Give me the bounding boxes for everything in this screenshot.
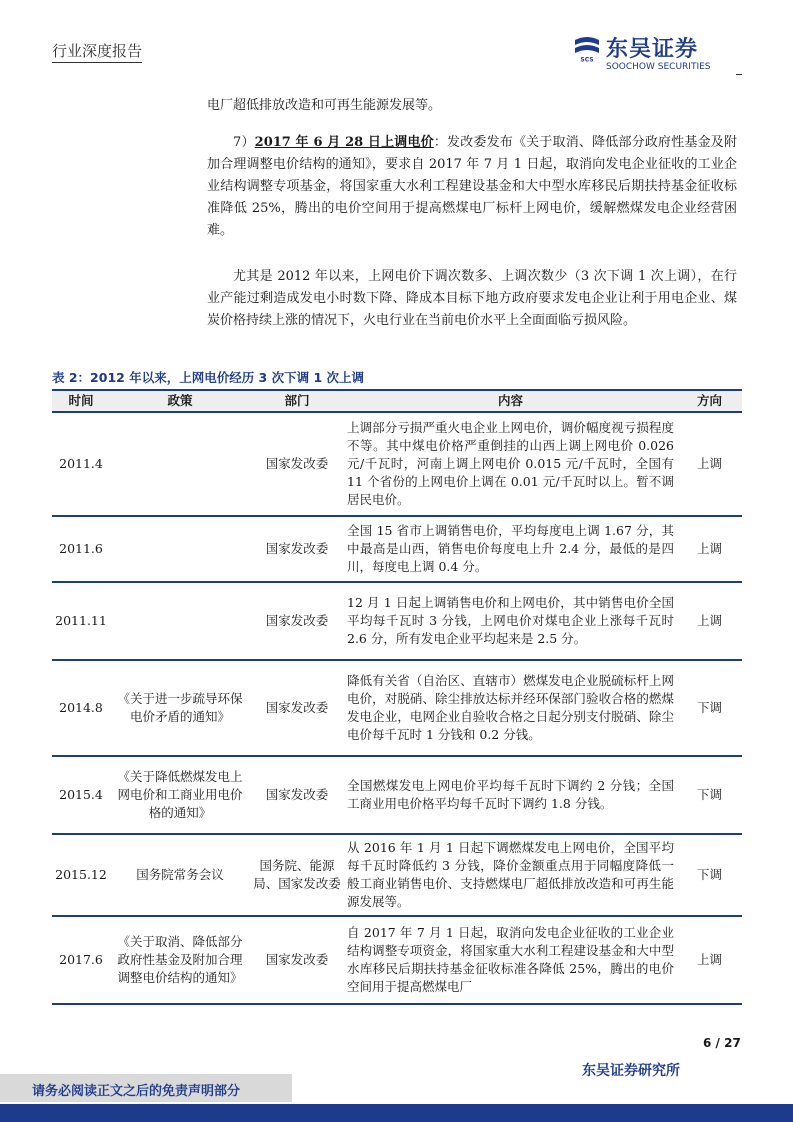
cell-dept: 国家发改委 (250, 412, 344, 516)
cell-direction: 上调 (677, 412, 742, 516)
company-logo (572, 34, 742, 72)
logo-mark-icon (572, 36, 602, 62)
table-row (52, 516, 742, 582)
cell-direction: 下调 (677, 756, 742, 834)
col-header-time: 时间 (52, 390, 110, 412)
cell-direction: 下调 (677, 660, 742, 756)
logo-chinese-name: 东吴证券 (606, 37, 699, 62)
col-header-policy: 政策 (110, 390, 250, 412)
cell-policy (110, 516, 250, 582)
cell-dept: 国家发改委 (250, 916, 344, 1004)
page-number: 6 / 27 (703, 1036, 741, 1050)
col-header-direction: 方向 (677, 390, 742, 412)
report-type-label: 行业深度报告 (52, 40, 142, 61)
logo-english-name: SOOCHOW SECURITIES (606, 62, 711, 72)
paragraph-0: 电厂超低排放改造和可再生能源发展等。 (207, 98, 442, 113)
table-row (52, 412, 742, 516)
institute-name: 东吴证券研究所 (582, 1063, 680, 1079)
table-caption: 表 2：2012 年以来，上网电价经历 3 次下调 1 次上调 (52, 370, 364, 385)
disclaimer-text: 请务必阅读正文之后的免责声明部分 (32, 1084, 241, 1099)
col-header-content: 内容 (344, 390, 677, 412)
table-header-row (52, 390, 742, 412)
table-row (52, 582, 742, 660)
cell-time: 2014.8 (52, 660, 110, 756)
highlight-date: 2017 年 6 月 28 日上调电价 (254, 135, 434, 150)
cell-time: 2017.6 (52, 916, 110, 1004)
cell-time: 2011.4 (52, 412, 110, 516)
cell-content: 自 2017 年 7 月 1 日起，取消向发电企业征收的工业企业结构调整专项资金，将国家重大水利工程建设基金和大中型水库移民后期扶持基金征收标准各降低 25%，腾出的电价空间用于提高燃煤电厂 (344, 916, 677, 1004)
cell-dept: 国家发改委 (250, 582, 344, 660)
table-row (52, 834, 742, 916)
cell-time: 2015.12 (52, 834, 110, 916)
cell-direction: 上调 (677, 582, 742, 660)
cell-policy: 《关于降低燃煤发电上网电价和工商业用电价格的通知》 (110, 756, 250, 834)
header-rule (736, 74, 742, 75)
cell-policy: 国务院常务会议 (110, 834, 250, 916)
cell-time: 2011.11 (52, 582, 110, 660)
cell-content: 上调部分亏损严重火电企业上网电价，调价幅度视亏损程度不等。其中煤电价格严重倒挂的山西上调上网电价 0.026 元/千瓦时，河南上调上网电价 0.015 元/千瓦时，全国有 11 个省份的上网电价上调在 0.01 元/千瓦时以上。暂不调居民电价。 (344, 412, 677, 516)
cell-policy: 《关于取消、降低部分政府性基金及附加合理调整电价结构的通知》 (110, 916, 250, 1004)
table-row (52, 916, 742, 1004)
cell-content: 全国燃煤发电上网电价平均每千瓦时下调约 2 分钱；全国工商业用电价格平均每千瓦时下调约 1.8 分钱。 (344, 756, 677, 834)
cell-policy: 《关于进一步疏导环保电价矛盾的通知》 (110, 660, 250, 756)
footer-bar (0, 1104, 793, 1122)
cell-time: 2011.6 (52, 516, 110, 582)
paragraph-2: 尤其是 2012 年以来，上网电价下调次数多、上调次数少（3 次下调 1 次上调），在行业产能过剩造成发电小时数下降、降成本目标下地方政府要求发电企业让利于用电企业、煤炭价格持续上涨的情况下，火电行业在当前电价水平上全面面临亏损风险。 (207, 269, 737, 328)
cell-direction: 下调 (677, 834, 742, 916)
cell-dept: 国务院、能源局、国家发改委 (250, 834, 344, 916)
col-header-dept: 部门 (250, 390, 344, 412)
disclaimer-banner (0, 1074, 292, 1102)
cell-dept: 国家发改委 (250, 660, 344, 756)
price-adjustment-table (52, 389, 742, 1005)
cell-policy (110, 582, 250, 660)
cell-policy (110, 412, 250, 516)
cell-direction: 上调 (677, 916, 742, 1004)
cell-direction: 上调 (677, 516, 742, 582)
cell-dept: 国家发改委 (250, 516, 344, 582)
cell-content: 12 月 1 日起上调销售电价和上网电价，其中销售电价全国平均每千瓦时 3 分钱，上网电价对煤电企业上涨每千瓦时 2.6 分，所有发电企业平均起来是 2.5 分。 (344, 582, 677, 660)
cell-content: 全国 15 省市上调销售电价，平均每度电上调 1.67 分，其中最高是山西，销售电价每度电上升 2.4 分，最低的是四川，每度电上调 0.4 分。 (344, 516, 677, 582)
cell-content: 从 2016 年 1 月 1 日起下调燃煤发电上网电价，全国平均每千瓦时降低约 3 分钱，降价金额重点用于同幅度降低一般工商业销售电价、支持燃煤电厂超低排放改造和可再生能源发展等。 (344, 834, 677, 916)
cell-dept: 国家发改委 (250, 756, 344, 834)
cell-time: 2015.4 (52, 756, 110, 834)
paragraph-1: 7）2017 年 6 月 28 日上调电价：发改委发布《关于取消、降低部分政府性基金及附加合理调整电价结构的通知》，要求自 2017 年 7 月 1 日起，取消向发电企业征收的工业企业结构调整专项基金，将国家重大水利工程建设基金和大中型水库移民后期扶持基金征收标准降低 25%，腾出的电价空间用于提高燃煤电厂标杆上网电价，缓解燃煤发电企业经营困难。 (207, 135, 737, 238)
table-row (52, 660, 742, 756)
cell-content: 降低有关省（自治区、直辖市）燃煤发电企业脱硫标杆上网电价，对脱硝、除尘排放达标并经环保部门验收合格的燃煤发电企业，电网企业自验收合格之日起分别支付脱硝、除尘电价每千瓦时 1 分钱和 0.2 分钱。 (344, 660, 677, 756)
logo-mark-text: SCS (580, 56, 594, 62)
table-row (52, 756, 742, 834)
